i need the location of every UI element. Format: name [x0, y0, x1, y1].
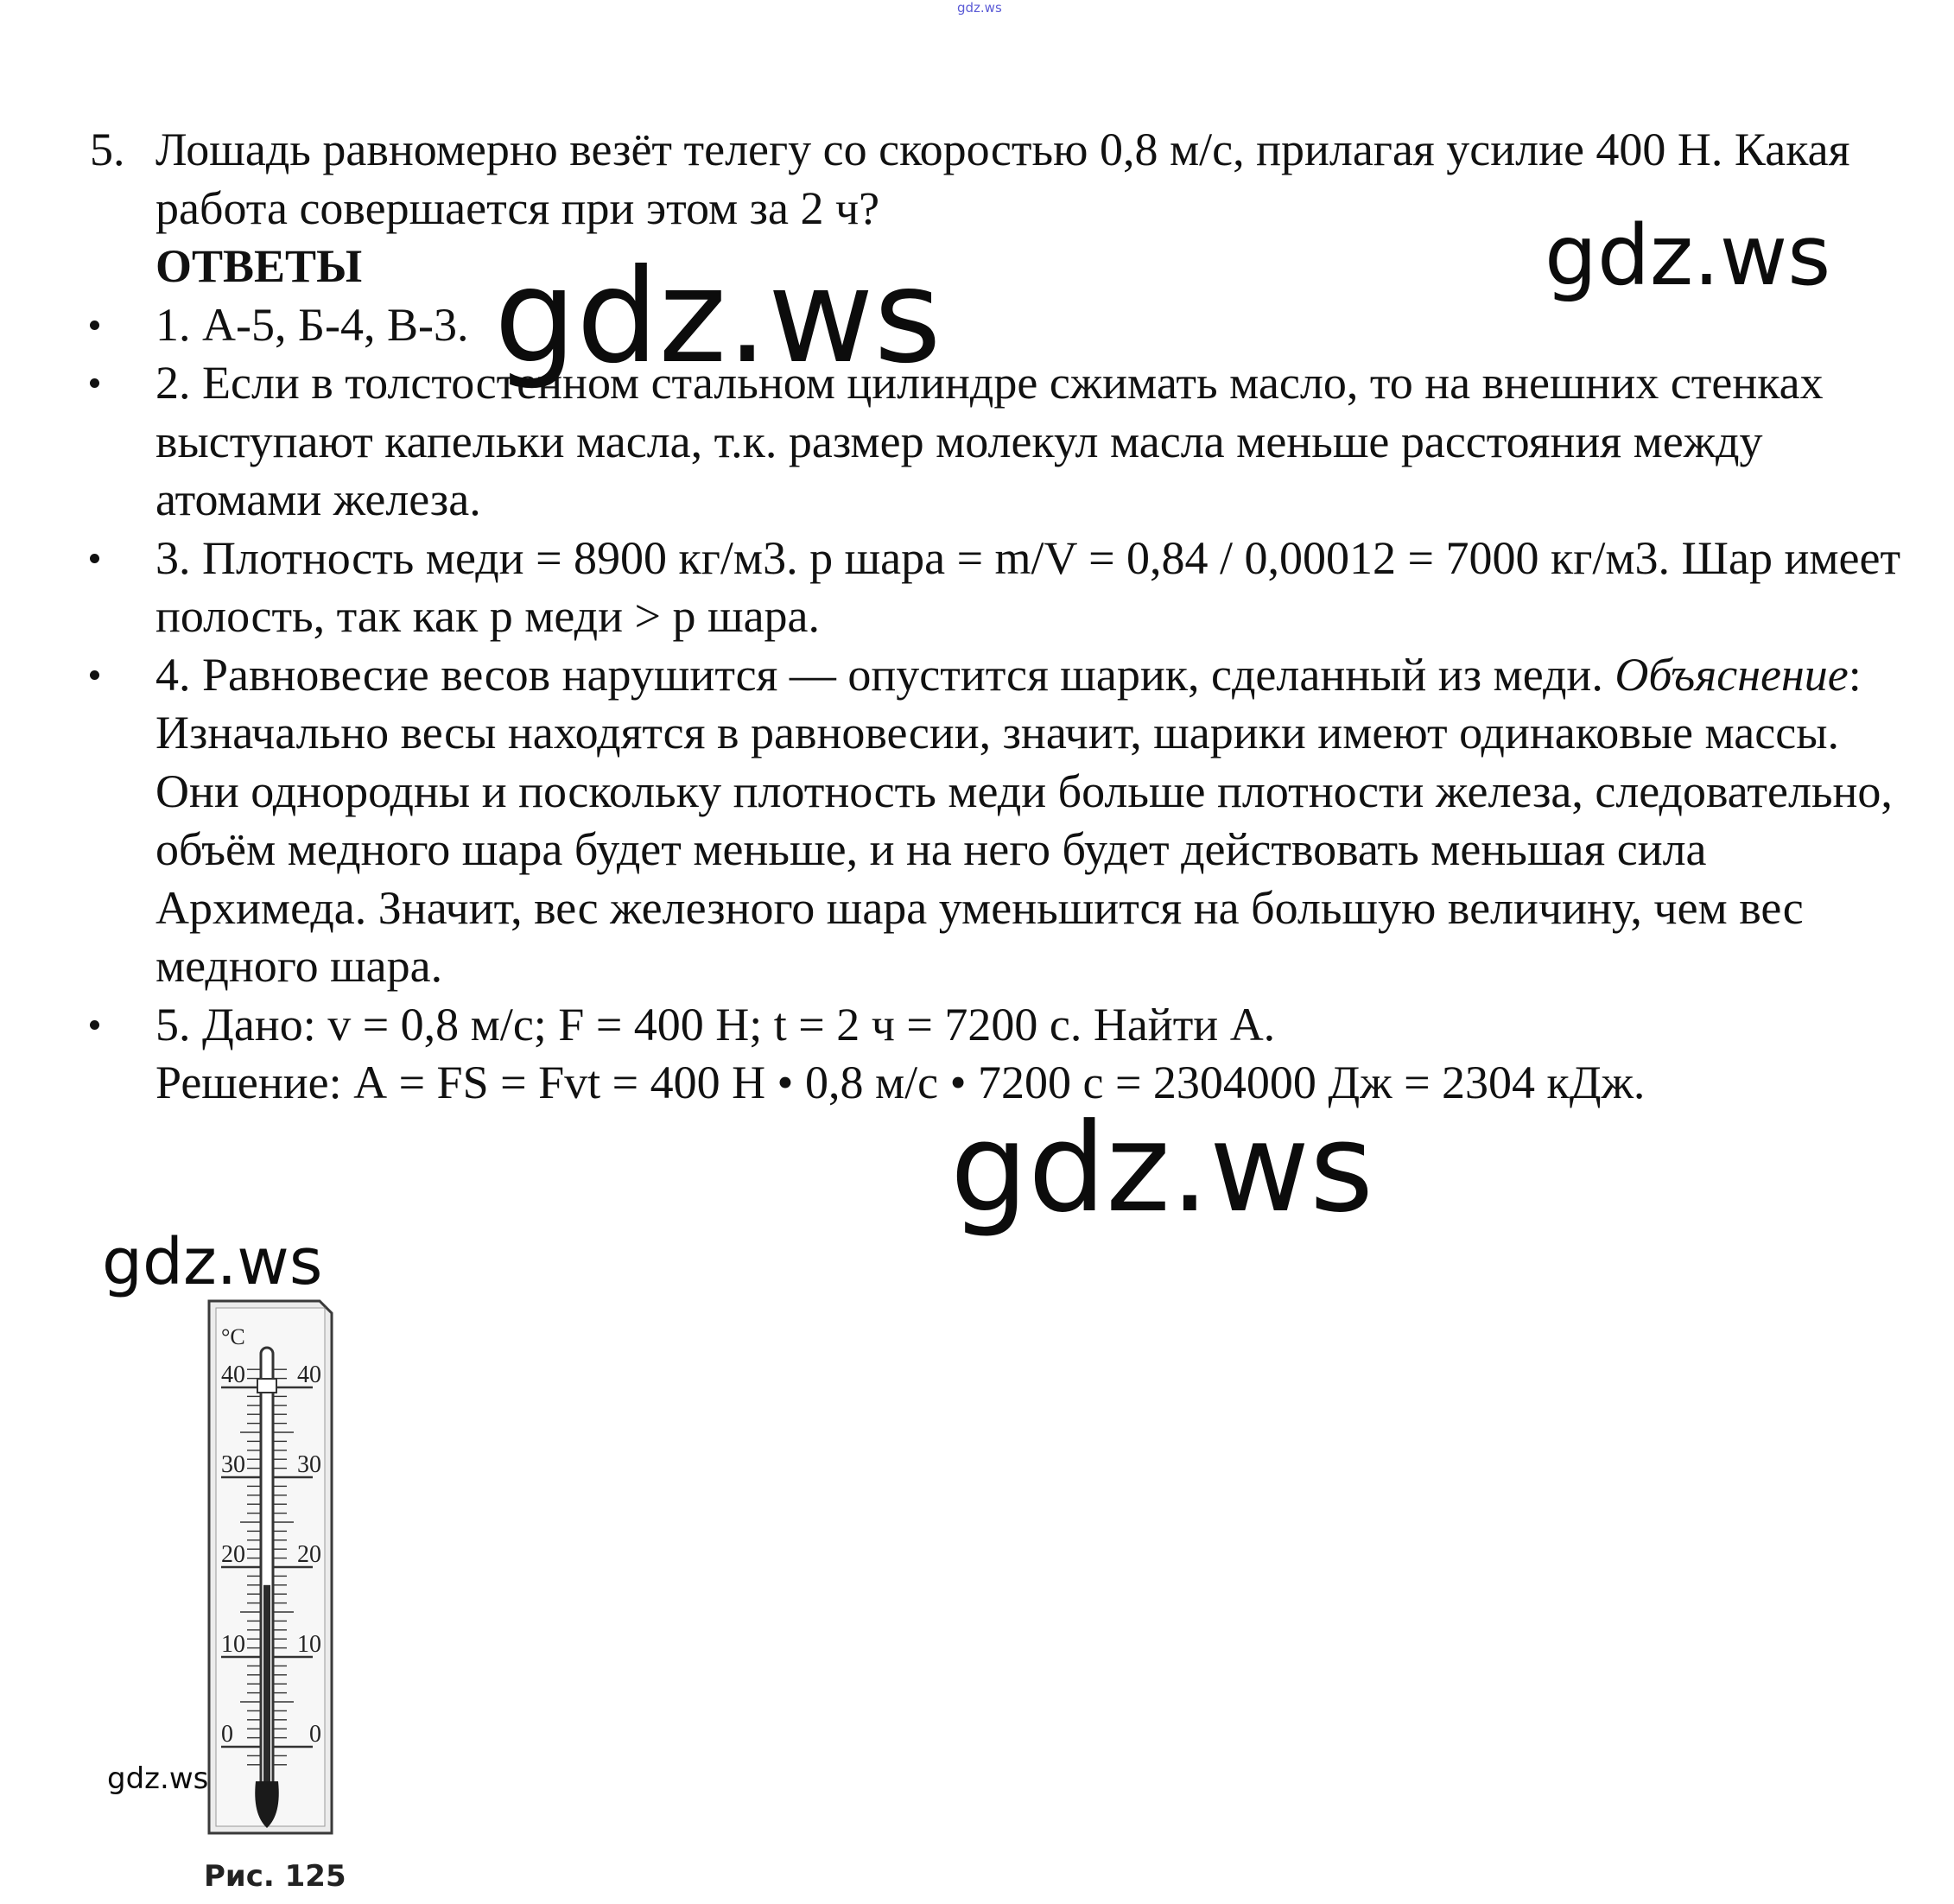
answer-3-text: 3. Плотность меди = 8900 кг/м3. р шара = m/V = 0,84 / 0,00012 = 7000 кг/м3. Шар имеет полость, так как р меди > р шара. [155, 531, 1901, 642]
watermark-top-tiny: gdz.ws [957, 0, 1002, 16]
scale-label: 30 [221, 1451, 245, 1478]
scale-label: 20 [221, 1541, 245, 1568]
watermark-small: gdz.ws [107, 1761, 209, 1796]
scale-label: 10 [297, 1631, 321, 1658]
scale-label: 20 [297, 1541, 321, 1568]
unit-label: °C [221, 1324, 245, 1349]
answer-4-prefix: 4. Равновесие весов нарушится — опустится шарик, сделанный из меди. [155, 648, 1615, 701]
answer-1-text: 1. А-5, Б-4, В-3. [155, 298, 469, 351]
question-text: Лошадь равномерно везёт телегу со скоростью 0,8 м/с, прилагая усилие 400 Н. Какая работа совершается при этом за 2 ч? [155, 124, 1850, 234]
bullet [90, 670, 99, 680]
answer-2 [0, 354, 1954, 530]
bullet [90, 378, 99, 388]
scale-label: 0 [309, 1721, 321, 1748]
scale-label: 40 [297, 1361, 321, 1388]
answer-4-rest: : Изначально весы находятся в равновесии, значит, шарики имеют одинаковые массы. Они однородны и поскольку плотность меди больше плотности железа, следовательно, объём медного шара будет меньше, и на него будет действовать меньшая сила Архимеда. Значит, вес железного шара уменьшится на большую величину, чем вес медного шара. [155, 648, 1893, 992]
scale-label: 40 [221, 1361, 245, 1388]
scale-label: 30 [297, 1451, 321, 1478]
tube-clip [257, 1379, 276, 1393]
mercury-column [263, 1585, 270, 1793]
answer-4-explanation-label: Объяснение [1615, 648, 1849, 701]
watermark-left: gdz.ws [102, 1225, 323, 1299]
watermark-center: gdz.ws [950, 1097, 1374, 1240]
answer-1 [0, 296, 1954, 355]
watermark-right: gdz.ws [1545, 207, 1831, 304]
bullet [90, 1020, 99, 1030]
watermark-large: gdz.ws [494, 242, 942, 392]
thermometer-figure [199, 1296, 337, 1849]
answer-5-given: 5. Дано: v = 0,8 м/с; F = 400 Н; t = 2 ч = 7200 с. Найти А. [155, 998, 1276, 1050]
answer-5 [0, 996, 1954, 1113]
answer-2-text: 2. Если в толстостенном стальном цилиндре сжимать масло, то на внешних стенках выступают капельки масла, т.к. размер молекул масла меньше расстояния между атомами железа. [155, 357, 1824, 525]
bullet [90, 321, 99, 330]
answer-5-solution: Решение: А = FS = Fvt = 400 Н • 0,8 м/с • 7200 с = 2304000 Дж = 2304 кДж. [155, 1057, 1646, 1108]
scale-label: 0 [221, 1721, 233, 1748]
figure-caption: Рис. 125 [204, 1859, 346, 1894]
answers-heading: ОТВЕТЫ [155, 240, 363, 292]
question-number: 5. [90, 124, 125, 175]
answer-3 [0, 530, 1954, 646]
answer-4 [0, 646, 1954, 996]
scale-label: 10 [221, 1631, 245, 1658]
bullet [90, 554, 99, 563]
